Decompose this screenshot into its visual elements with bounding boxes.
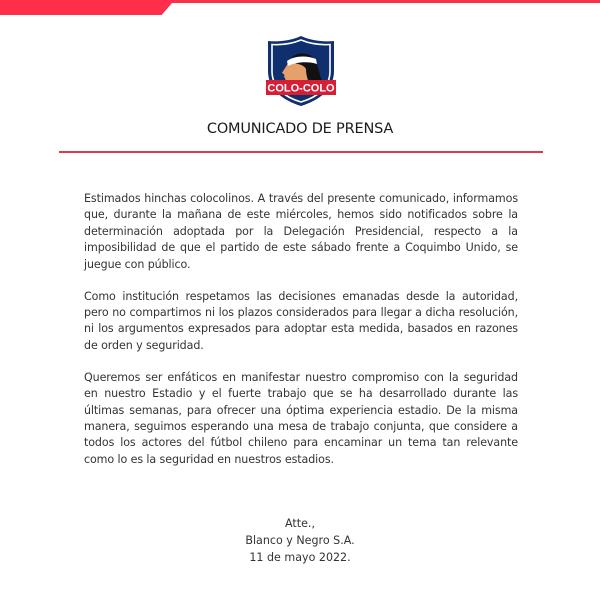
paragraph-2: Como institución respetamos las decisiones emanadas desde la autoridad, pero no compartimos ni los plazos considerados para llegar a dicha resolución, ni los argumentos expresados para adoptar esta medida, basados en razones de orden y seguridad. xyxy=(84,289,518,352)
paragraph-3: Queremos ser enfáticos en manifestar nuestro compromiso con la seguridad en nuestro Estadio y el fuerte trabajo que se ha desarrollado durante las últimas semanas, para ofrecer una óptima experiencia estadio. De la misma manera, seguimos esperando una mesa de trabajo conjunta, que considere a todos los actores del fútbol chileno para encaminar un tema tan relevante como lo es la seguridad en nuestros estadios. xyxy=(84,370,518,466)
signature-block xyxy=(0,515,600,566)
signature-date: 11 de mayo 2022. xyxy=(249,551,351,564)
colo-colo-crest-icon xyxy=(266,35,336,107)
svg-text:COLO-COLO: COLO-COLO xyxy=(267,82,335,95)
signature-signer: Blanco y Negro S.A. xyxy=(245,534,355,547)
page-title: COMUNICADO DE PRENSA xyxy=(206,121,394,137)
paragraph-1: Estimados hinchas colocolinos. A través del presente comunicado, informamos que, durante la mañana de este miércoles, hemos sido notificados sobre la determinación adoptada por la Delegación Presidencial, respecto a la imposibilidad de que el partido de este sábado frente a Coquimbo Unido, se juegue con público. xyxy=(84,192,518,271)
top-accent-tab xyxy=(0,0,172,15)
statement-body xyxy=(84,191,518,484)
signature-closing: Atte., xyxy=(285,517,315,530)
title-divider xyxy=(59,151,543,153)
